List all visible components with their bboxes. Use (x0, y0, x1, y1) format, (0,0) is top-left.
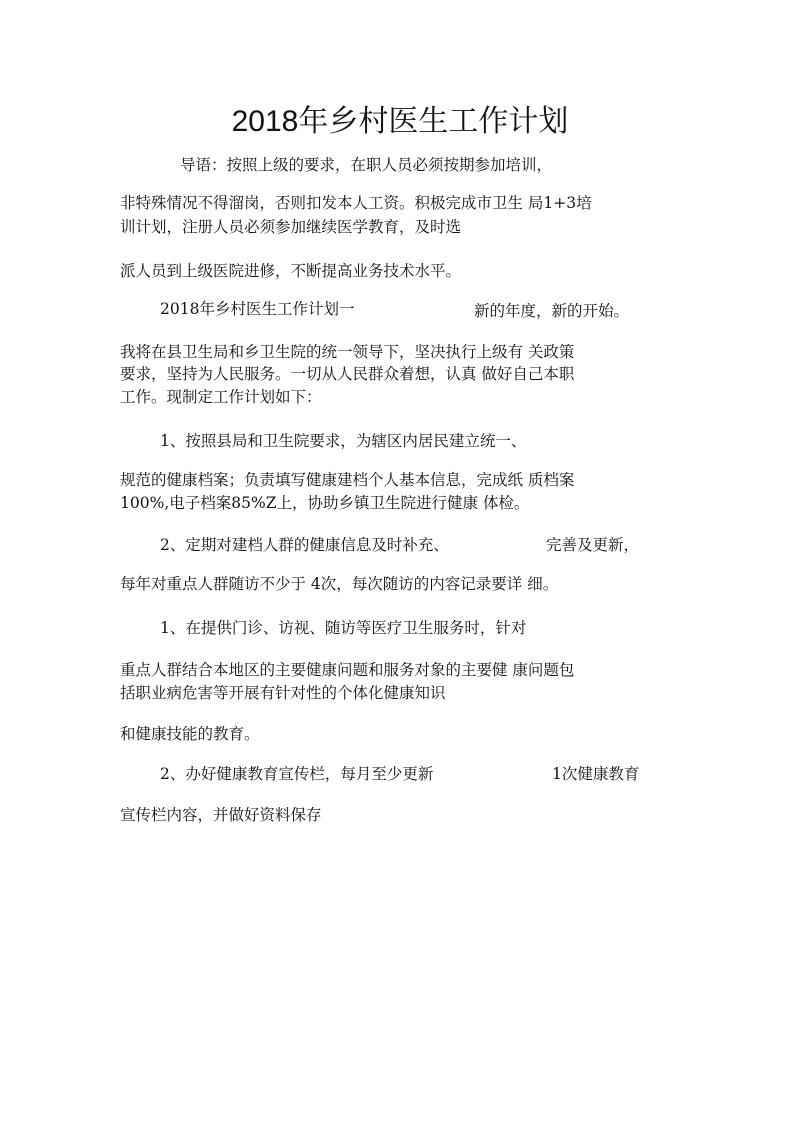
item-2-line-2: 每年对重点人群随访不少于 4次，每次随访的内容记录要详 细。 (120, 575, 559, 593)
item-2-line-1b: 完善及更新， (546, 536, 640, 554)
paragraph-1-line-1: 我将在县卫生局和乡卫生院的统一领导下，坚决执行上级有 关政策 (120, 343, 575, 361)
section-aside: 新的年度，新的开始。 (474, 302, 630, 320)
item-1-line-2: 规范的健康档案；负责填写健康建档个人基本信息，完成纸 质档案 (120, 471, 575, 489)
paragraph-1-line-3: 工作。现制定工作计划如下： (120, 388, 322, 406)
item-3-line-2: 重点人群结合本地区的主要健康问题和服务对象的主要健 康问题包 (120, 661, 575, 679)
intro-line-3: 训计划，注册人员必须参加继续医学教育，及时选 (120, 218, 462, 236)
item-2-line-1a: 2、定期对建档人群的健康信息及时补充、 (160, 536, 449, 554)
item-3-line-3: 括职业病危害等开展有针对性的个体化健康知识 (120, 684, 446, 702)
item-1-line-1: 1、按照县局和卫生院要求，为辖区内居民建立统一、 (160, 432, 527, 450)
item-4-line-2: 宣传栏内容，并做好资料保存 (120, 806, 322, 824)
paragraph-1-line-2: 要求，坚持为人民服务。一切从人民群众着想，认真 做好自己本职 (120, 365, 575, 383)
item-3-line-4: 和健康技能的教育。 (120, 725, 260, 743)
item-4-line-1a: 2、办好健康教育宣传栏，每月至少更新 (160, 765, 434, 783)
intro-line-2: 非特殊情况不得溜岗，否则扣发本人工资。积极完成市卫生 局1+3培 (120, 194, 592, 212)
item-1-line-3: 100%,电子档案85%Z上，协助乡镇卫生院进行健康 体检。 (120, 494, 530, 512)
document-title: 2018年乡村医生工作计划 (231, 105, 569, 138)
section-heading: 2018年乡村医生工作计划一 (160, 300, 355, 318)
item-3-line-1: 1、在提供门诊、访视、随访等医疗卫生服务时，针对 (160, 619, 527, 637)
intro-line-4: 派人员到上级医院进修，不断提高业务技术水平。 (120, 262, 462, 280)
intro-line-1: 导语：按照上级的要求，在职人员必须按期参加培训， (180, 156, 553, 174)
item-4-line-1b: 1次健康教育 (552, 765, 640, 783)
